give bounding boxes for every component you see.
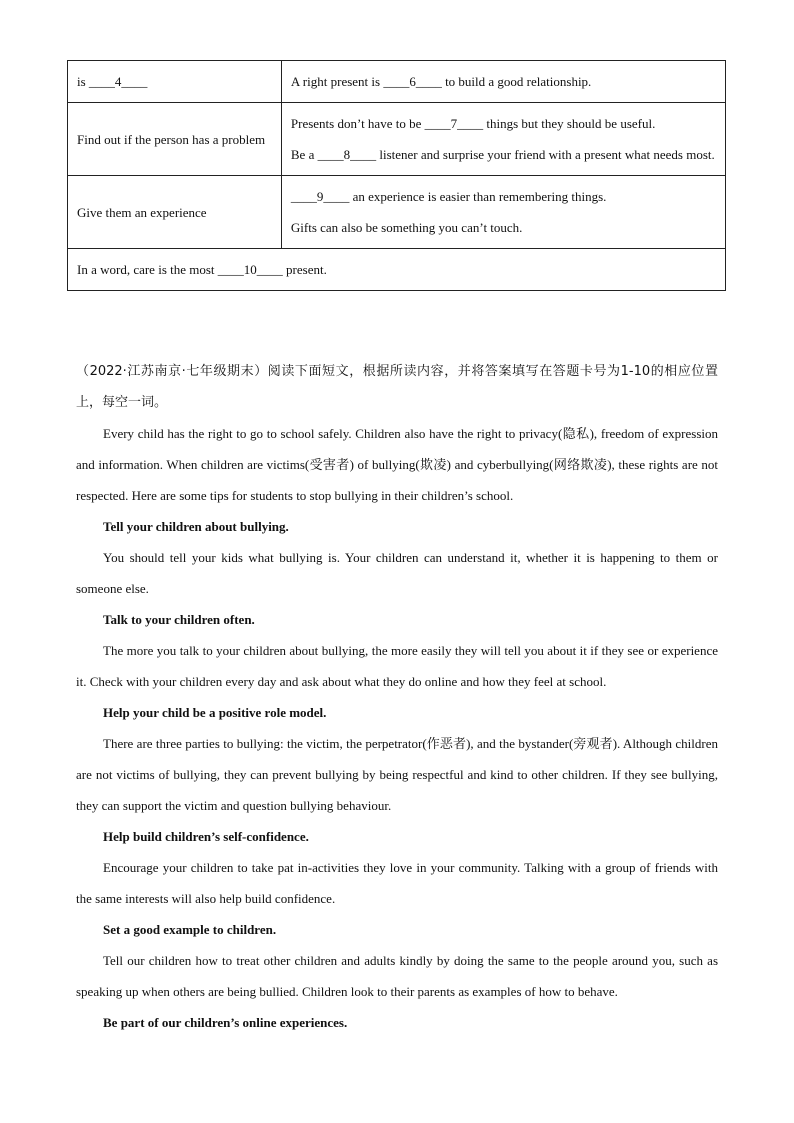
section-heading: Be part of our children’s online experiences. (103, 1015, 348, 1030)
table-row (68, 249, 726, 291)
paragraph: The more you talk to your children about bullying, the more easily they will tell you about it if they see or experience it. Check with your children every day and ask about what they do online and how they feel at school. (76, 643, 718, 689)
table-cell-row1-left: is ____4____ (68, 61, 282, 103)
section-heading: Talk to your children often. (103, 612, 255, 627)
table-cell-row3-right (281, 176, 725, 249)
section-heading: Set a good example to children. (103, 922, 277, 937)
summary-table (67, 60, 726, 291)
table-cell-row2-right (281, 103, 725, 176)
table-cell-row3-left: Give them an experience (68, 176, 282, 249)
table-line: Gifts can also be something you can’t touch. (290, 220, 523, 235)
table-footer-cell: In a word, care is the most ____10____ present. (68, 249, 726, 291)
paragraph: Encourage your children to take pat in-activities they love in your community. Talking with a group of friends with the same interests will also help build confidence. (76, 860, 718, 906)
paragraph: You should tell your kids what bullying is. Your children can understand it, whether it is happening to them or someone else. (76, 550, 718, 596)
paragraph: Every child has the right to go to school safely. Children also have the right to privacy(隐私), freedom of expression and information. When children are victims(受害者) of bullying(欺凌) and cyberbullying(网络欺凌), these rights are not respected. Here are some tips for students to stop bullying in their children’s school. (76, 426, 718, 503)
table-line: Presents don’t have to be ____7____ things but they should be useful. (290, 116, 656, 131)
paragraph: Tell our children how to treat other children and adults kindly by doing the same to the people around you, such as speaking up when others are being bullied. Children look to their parents as examples of how to behave. (76, 953, 718, 999)
section-heading: Help your child be a positive role model. (103, 705, 327, 720)
table-row (68, 103, 726, 176)
table-cell-row1-right (281, 61, 725, 103)
table-row (68, 61, 726, 103)
paragraph: There are three parties to bullying: the victim, the perpetrator(作恶者), and the bystander(旁观者). Although children are not victims of bullying, they can prevent bullying by being respectful and kind to other children. If they see bullying, they can support the victim and question bullying behaviour. (76, 736, 718, 813)
section-heading: Tell your children about bullying. (103, 519, 289, 534)
table-row (68, 176, 726, 249)
table-line: ____9____ an experience is easier than remembering things. (290, 189, 607, 204)
section-heading: Help build children’s self-confidence. (103, 829, 309, 844)
table-cell-row2-left: Find out if the person has a problem (68, 103, 282, 176)
exercise-instructions: （2022·江苏南京·七年级期末）阅读下面短文，根据所读内容，并将答案填写在答题卡号为1-10的相应位置上，每空一词。 (76, 364, 718, 410)
reading-passage (76, 356, 718, 1038)
table-line: Be a ____8____ listener and surprise your friend with a present what needs most. (290, 147, 715, 162)
table-line: A right present is ____6____ to build a good relationship. (290, 74, 592, 89)
